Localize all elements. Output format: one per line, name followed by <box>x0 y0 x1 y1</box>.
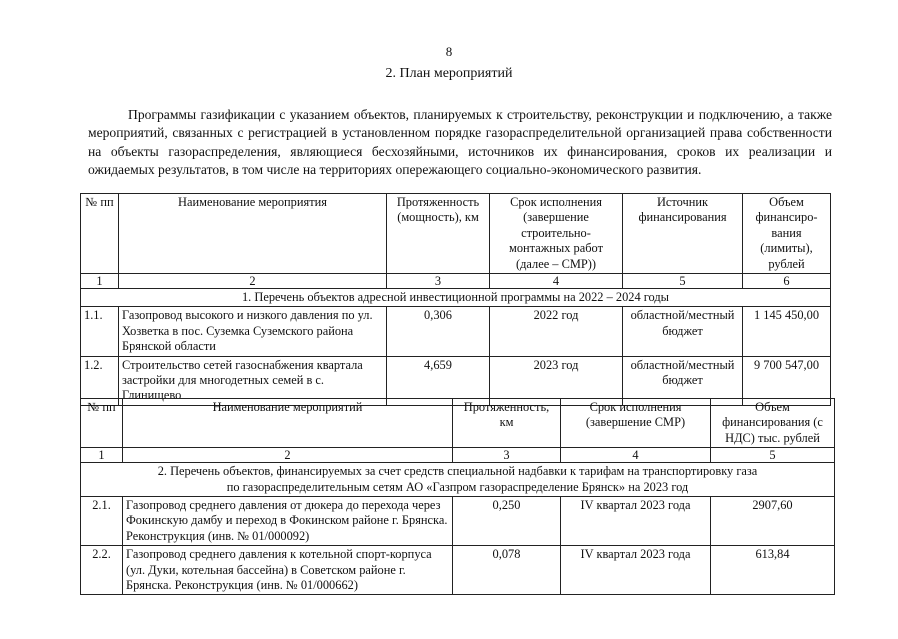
header-name: Наименование мероприятий <box>123 399 453 448</box>
table-row <box>81 546 835 595</box>
page-number: 8 <box>445 44 453 59</box>
row-term: 2022 год <box>490 307 623 356</box>
special-surcharge-table <box>80 398 835 595</box>
header-no: № пп <box>81 399 123 448</box>
row-no: 1.2. <box>81 356 119 405</box>
header-length: Протяженность (мощность), км <box>387 194 490 274</box>
header-length: Протяженность, км <box>453 399 561 448</box>
intro-paragraph <box>88 106 832 180</box>
column-numbers-row <box>81 274 831 289</box>
row-amount: 1 145 450,00 <box>743 307 831 356</box>
header-term: Срок исполнения (завершение строительно-монтажных работ (далее – СМР)) <box>490 194 623 274</box>
section-row <box>81 289 831 307</box>
investment-program-table <box>80 193 831 406</box>
row-length: 0,250 <box>453 497 561 546</box>
col-number: 4 <box>490 274 623 289</box>
row-term: 2023 год <box>490 356 623 405</box>
row-source: областной/местный бюджет <box>623 356 743 405</box>
row-name: Газопровод среднего давления к котельной спорт-корпуса (ул. Дуки, котельная бассейна) в Советском районе г. Брянска. Реконструкция (инв. № 01/000662) <box>123 546 453 595</box>
section-heading-line: 2. Перечень объектов, финансируемых за счет средств специальной надбавки к тарифам на транспортировку газа <box>157 464 758 479</box>
col-number: 3 <box>387 274 490 289</box>
col-number: 3 <box>453 448 561 463</box>
row-length: 0,306 <box>387 307 490 356</box>
section-heading-line: по газораспределительным сетям АО «Газпром газораспределение Брянск» на 2023 год <box>226 479 689 494</box>
row-source: областной/местный бюджет <box>623 307 743 356</box>
header-amount: Объем финансиро-вания (лимиты), рублей <box>743 194 831 274</box>
section-heading: 1. Перечень объектов адресной инвестиционной программы на 2022 – 2024 годы <box>81 289 831 307</box>
header-name: Наименование мероприятия <box>119 194 387 274</box>
col-number: 1 <box>81 274 119 289</box>
section-row <box>81 463 835 497</box>
row-amount: 613,84 <box>711 546 835 595</box>
header-term: Срок исполнения (завершение СМР) <box>561 399 711 448</box>
table-row <box>81 307 831 356</box>
row-no: 2.2. <box>81 546 123 595</box>
row-name: Газопровод высокого и низкого давления по ул. Хозветка в пос. Суземка Суземского района Брянской области <box>119 307 387 356</box>
row-no: 1.1. <box>81 307 119 356</box>
col-number: 6 <box>743 274 831 289</box>
header-source: Источник финансирования <box>623 194 743 274</box>
row-amount: 9 700 547,00 <box>743 356 831 405</box>
col-number: 2 <box>119 274 387 289</box>
row-term: IV квартал 2023 года <box>561 497 711 546</box>
section-title: 2. План мероприятий <box>385 66 513 81</box>
row-name: Газопровод среднего давления от дюкера до перехода через Фокинскую дамбу и переход в Фокинском районе г. Брянска. Реконструкция (инв. № 01/000092) <box>123 497 453 546</box>
row-length: 4,659 <box>387 356 490 405</box>
row-length: 0,078 <box>453 546 561 595</box>
header-amount: Объем финансирования (с НДС) тыс. рублей <box>711 399 835 448</box>
col-number: 1 <box>81 448 123 463</box>
intro-text: Программы газификации с указанием объектов, планируемых к строительству, реконструкции и подключению, а также мероприятий, связанных с регистрацией в установленном порядке газораспределительной организацией права собственности на объекты газораспределения, являющиеся бесхозяйными, источников их финансирования, сроков их реализации и ожидаемых результатов, в том числе на территориях опережающего социально-экономического развития. <box>88 107 832 178</box>
section-heading <box>81 463 835 497</box>
header-no: № пп <box>81 194 119 274</box>
col-number: 4 <box>561 448 711 463</box>
row-term: IV квартал 2023 года <box>561 546 711 595</box>
column-numbers-row <box>81 448 835 463</box>
row-no: 2.1. <box>81 497 123 546</box>
table-header-row <box>81 399 835 448</box>
table-header-row <box>81 194 831 274</box>
row-amount: 2907,60 <box>711 497 835 546</box>
col-number: 5 <box>623 274 743 289</box>
row-name: Строительство сетей газоснабжения квартала застройки для многодетных семей в с. Глинищево <box>119 356 387 405</box>
table-row <box>81 497 835 546</box>
col-number: 5 <box>711 448 835 463</box>
col-number: 2 <box>123 448 453 463</box>
